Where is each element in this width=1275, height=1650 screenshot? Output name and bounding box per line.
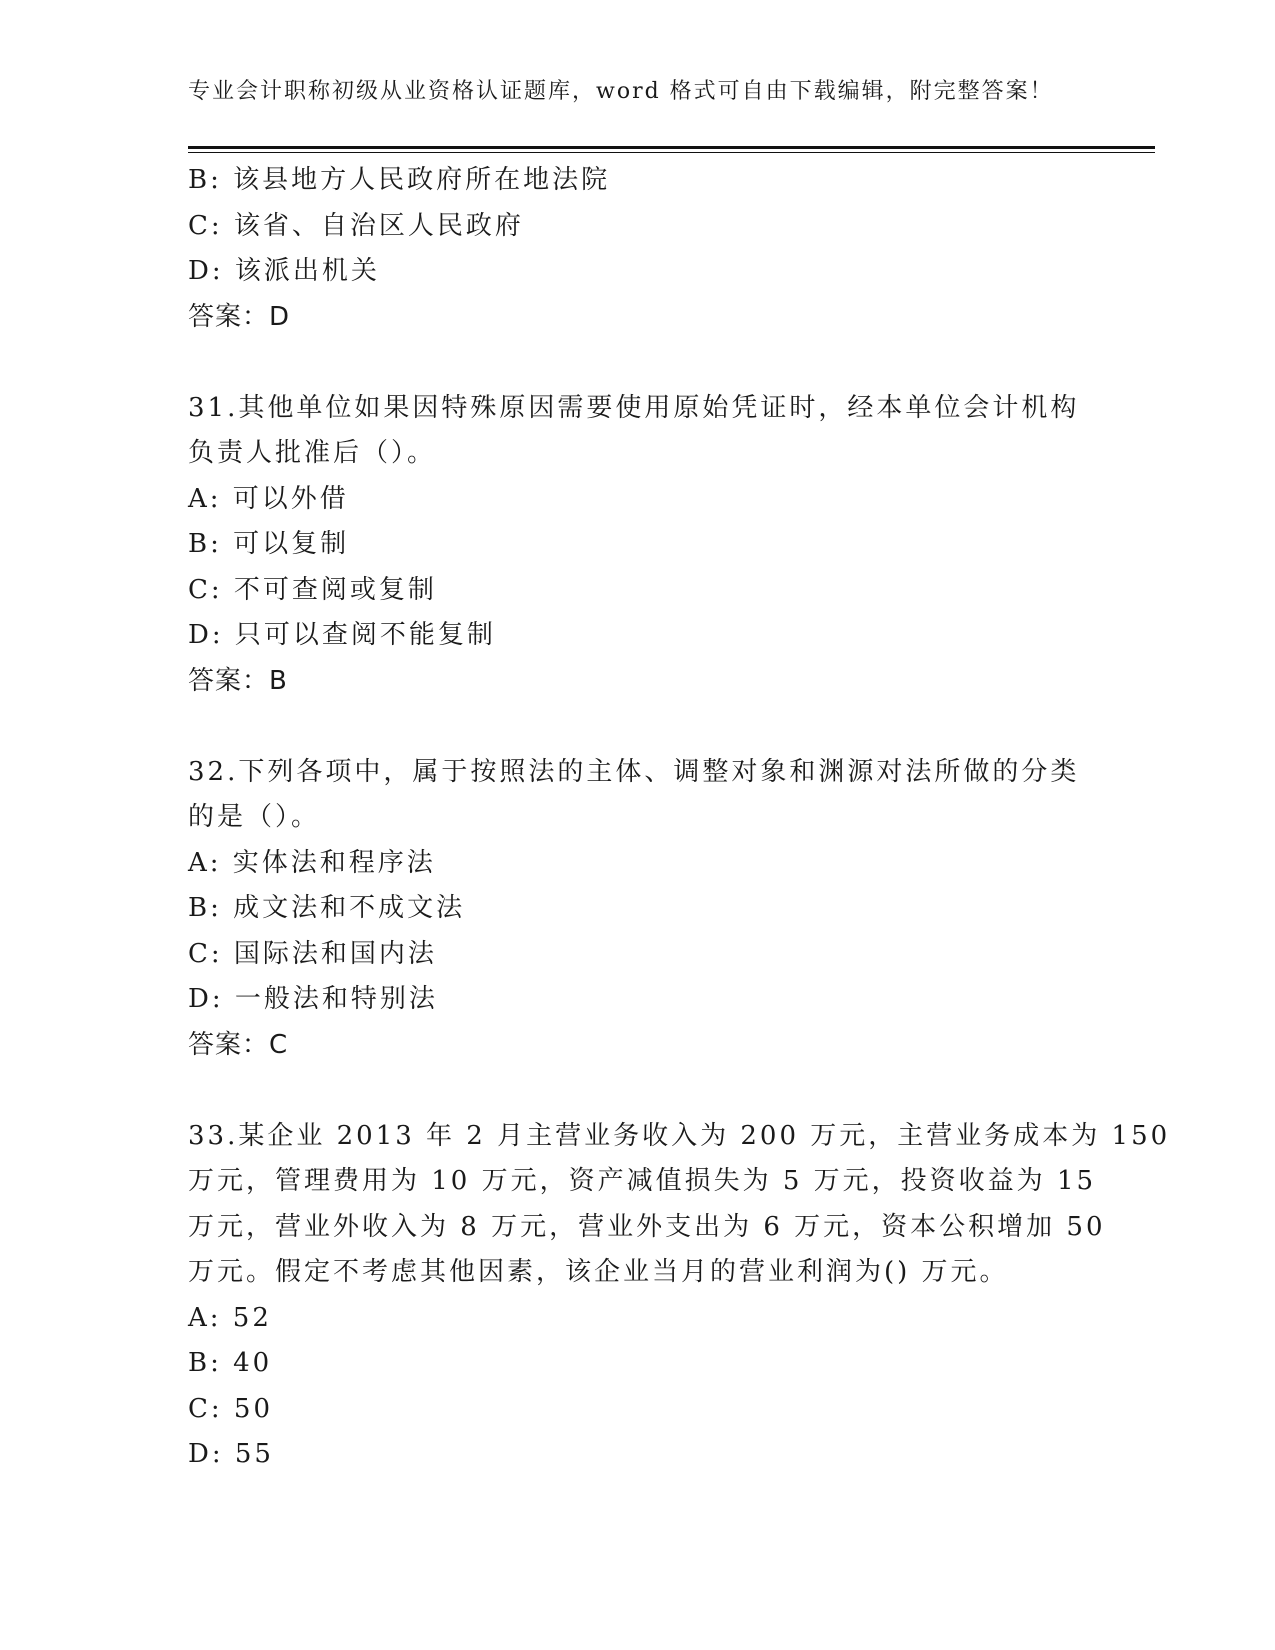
header-rule-thick [188,146,1155,149]
option-a: A: 可以外借 [188,483,349,514]
question-text: 的是（）。 [188,802,321,832]
option-d: D: 一般法和特别法 [188,984,438,1014]
question-text: 33.某企业 2013 年 2 月主营业务收入为 200 万元，主营业务成本为 150 [188,1120,1171,1151]
option-b: B: 成文法和不成文法 [188,893,466,923]
header-rule-thin [188,152,1155,153]
option-a: A: 52 [188,1302,272,1333]
option-d: D: 只可以查阅不能复制 [188,620,496,650]
question-text: 万元，管理费用为 10 万元，资产减值损失为 5 万元，投资收益为 15 [188,1166,1097,1196]
page-header: 专业会计职称初级从业资格认证题库，word 格式可自由下载编辑，附完整答案！ [188,79,1054,104]
answer-line: 答案：C [188,1029,289,1060]
question-33-block [188,1114,1171,1478]
question-text: 万元。假定不考虑其他因素，该企业当月的营业利润为() 万元。 [188,1257,1009,1287]
question-32-block [188,750,1088,1069]
option-b: B: 40 [188,1348,273,1378]
option-b: B: 可以复制 [188,529,350,559]
option-c: C: 国际法和国内法 [188,938,437,969]
answer-line: 答案：B [188,665,288,696]
option-b: B: 该县地方人民政府所在地法院 [188,165,611,195]
option-c: C: 不可查阅或复制 [188,574,437,605]
block-spacer [188,340,1088,386]
question-text: 31.其他单位如果因特殊原因需要使用原始凭证时，经本单位会计机构 [188,392,1080,423]
option-d: D: 该派出机关 [188,256,380,286]
document-body [188,158,1171,1478]
previous-question-block [188,158,1088,340]
block-spacer [188,1068,1088,1114]
block-spacer [188,704,1088,750]
question-31-block [188,386,1088,705]
option-c: C: 该省、自治区人民政府 [188,210,524,241]
option-a: A: 实体法和程序法 [188,847,436,878]
answer-line: 答案：D [188,301,291,332]
question-text: 万元，营业外收入为 8 万元，营业外支出为 6 万元，资本公积增加 50 [188,1211,1106,1242]
option-d: D: 55 [188,1439,274,1469]
question-text: 负责人批准后（）。 [188,438,437,468]
option-c: C: 50 [188,1393,274,1424]
question-text: 32.下列各项中，属于按照法的主体、调整对象和渊源对法所做的分类 [188,756,1080,787]
